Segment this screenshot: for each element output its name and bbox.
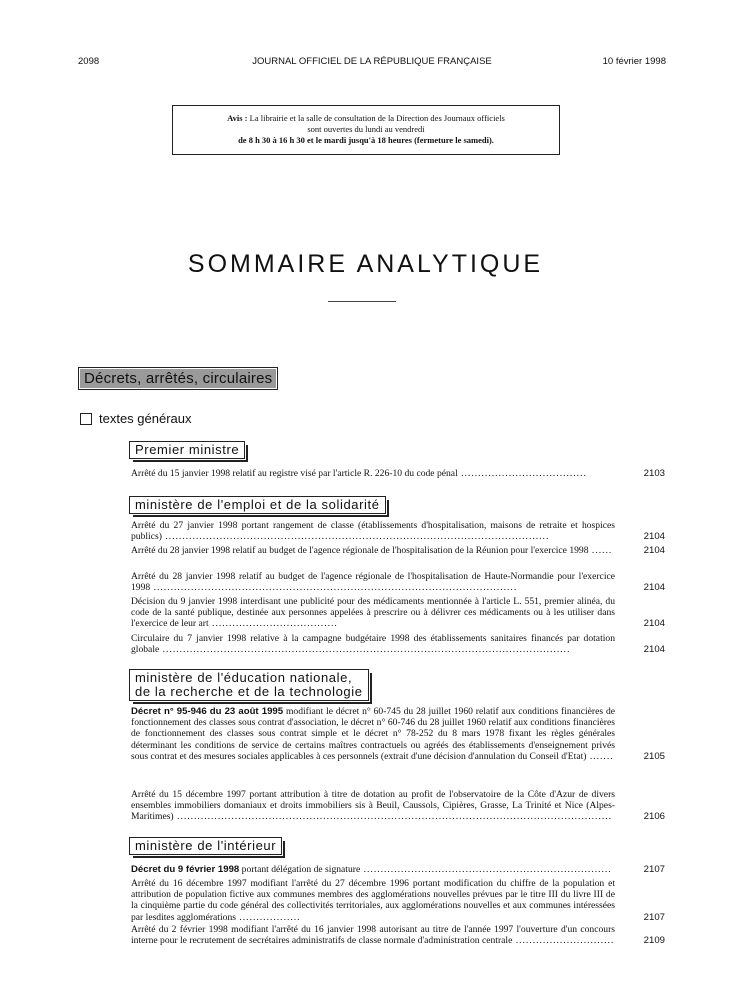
ministry-heading-interieur: [129, 837, 282, 855]
journal-title: JOURNAL OFFICIEL DE LA RÉPUBLIQUE FRANÇAISE: [252, 56, 492, 67]
ministry-name-line: de la recherche et de la technologie: [135, 684, 363, 699]
list-item: Arrêté du 15 décembre 1997 portant attribution à titre de dotation au profit de l'observatoire de la Côte d'Azur de divers ensembles immobiliers domaniaux et droits immobiliers sis à Beuil, Caussols, Cipières, Grasse, La Trinité et Nice (Alpes-Maritimes) ................................................................................................................................ 2106: [131, 789, 665, 823]
entry-text: Arrêté du 28 janvier 1998 relatif au budget de l'agence régionale de l'hospitalisation de la Réunion pour l'exercice 1998: [131, 545, 589, 556]
list-item: Décision du 9 janvier 1998 interdisant une publicité pour des médicaments mentionnée à l'article L. 551, premier alinéa, du code de la santé publique, destinée aux personnes appelées à prescrire ou à délivrer ces médicaments ou à les utiliser dans l'exercice de leur art ..................................... 2104: [131, 596, 665, 630]
ministry-name-line: ministère de l'éducation nationale,: [135, 670, 353, 685]
entry-text: portant délégation de signature: [239, 864, 361, 875]
entry-text: modifiant le décret n° 60-745 du 28 juillet 1960 relatif aux conditions financières de fonctionnement des classes sous contrat d'association, le décret n° 60-746 du 28 juillet 1960 relatif aux conditions financières de fonctionnement des classes sous contrat simple et le décret n° 78-252 du 8 mars 1978 fixant les règles générales déterminant les conditions de service de certains maîtres contractuels ou agréés des établissements d'enseignement privés sous contrat et des mesures sociales applicables à ces personnels (extrait d'une décision d'annulation du Conseil d'Etat): [131, 706, 615, 762]
list-item: Arrêté du 2 février 1998 modifiant l'arrêté du 16 janvier 1998 autorisant au titre de l'année 1997 l'ouverture d'un concours interne pour le recrutement de secrétaires administratifs de classe normale d'administration centrale ............................. 2109: [131, 924, 665, 947]
list-item: Circulaire du 7 janvier 1998 relative à la campagne budgétaire 1998 des établissements sanitaires financés par dotation globale ........................................................................................................................ 2104: [131, 633, 665, 656]
ministry-heading-education-nationale: [129, 669, 369, 701]
entry-page: 2107: [643, 864, 665, 875]
notice-box: [172, 105, 560, 155]
entry-page: 2104: [643, 618, 665, 630]
list-item: Arrêté du 16 décembre 1997 modifiant l'arrêté du 27 décembre 1996 portant modification du chiffre de la population et attribution de population fictive aux communes membres des agglomérations nouvelles prévues par le titre III du livre III de la cinquième partie du code général des collectivités territoriales, aux agglomérations nouvelles et aux communes intéressées par lesdites agglomérations .................. 2107: [131, 878, 665, 923]
notice-label: Avis :: [227, 113, 248, 123]
section-heading-label: Décrets, arrêtés, circulaires: [80, 369, 276, 388]
square-bullet-icon: [80, 413, 92, 425]
list-item: Arrêté du 27 janvier 1998 portant rangement de classe (établissements d'hospitalisation, maisons de retraite et hospices publics) ................................................................................................................. 2104: [131, 520, 665, 543]
entry-page: 2109: [643, 935, 665, 947]
entry-lead: Décret n° 95-946 du 23 août 1995: [131, 706, 284, 717]
entry-text: Arrêté du 28 janvier 1998 relatif au budget de l'agence régionale de l'hospitalisation de Haute-Normandie pour l'exercice 1998: [131, 571, 615, 594]
list-item: Arrêté du 15 janvier 1998 relatif au registre visé par l'article R. 226-10 du code pénal ..................................... 2103: [131, 468, 665, 479]
entry-page: 2105: [643, 750, 665, 762]
entry-text: Arrêté du 27 janvier 1998 portant rangement de classe (établissements d'hospitalisation, maisons de retraite et hospices publics): [131, 520, 615, 543]
entry-page: 2104: [643, 531, 665, 543]
entry-text: Arrêté du 15 janvier 1998 relatif au registre visé par l'article R. 226-10 du code pénal: [131, 468, 458, 479]
ministry-name-line: ministère de l'intérieur: [135, 838, 277, 853]
subsection-label: textes généraux: [99, 411, 192, 426]
subsection-heading: [80, 411, 192, 426]
ministry-heading-emploi-solidarite: [129, 496, 386, 514]
notice-line-3: de 8 h 30 à 16 h 30 et le mardi jusqu'à 18 heures (fermeture le samedi).: [238, 135, 494, 145]
ministry-name-line: ministère de l'emploi et de la solidarité: [135, 497, 380, 512]
entry-text: Décision du 9 janvier 1998 interdisant une publicité pour des médicaments mentionnée à l'article L. 551, premier alinéa, du code de la santé publique, destinée aux personnes appelées à prescrire ou à délivrer ces médicaments ou à les utiliser dans l'exercice de leur art: [131, 596, 615, 630]
entry-text: Arrêté du 15 décembre 1997 portant attribution à titre de dotation au profit de l'observatoire de la Côte d'Azur de divers ensembles immobiliers domaniaux et droits immobiliers sis à Beuil, Caussols, Cipières, Grasse, La Trinité et Nice (Alpes-Maritimes): [131, 789, 615, 823]
entry-text: Circulaire du 7 janvier 1998 relative à la campagne budgétaire 1998 des établissements sanitaires financés par dotation globale: [131, 633, 615, 656]
section-heading: [78, 367, 278, 390]
entry-text: Arrêté du 16 décembre 1997 modifiant l'arrêté du 27 décembre 1996 portant modification du chiffre de la population et attribution de population fictive aux communes membres des agglomérations nouvelles prévues par le titre III du livre III de la cinquième partie du code général des collectivités territoriales, aux agglomérations nouvelles et aux communes intéressées par lesdites agglomérations: [131, 878, 615, 923]
entry-page: 2104: [643, 582, 665, 594]
list-item: Décret n° 95-946 du 23 août 1995 modifiant le décret n° 60-745 du 28 juillet 1960 relatif aux conditions financières de fonctionnement des classes sous contrat d'association, le décret n° 60-746 du 28 juillet 1960 relatif aux conditions financières de fonctionnement des classes sous contrat simple et le décret n° 78-252 du 8 mars 1978 fixant les règles générales déterminant les conditions de service de certains maîtres contractuels ou agréés des établissements d'enseignement privés sous contrat et des mesures sociales applicables à ces personnels (extrait d'une décision d'annulation du Conseil d'Etat) ....... 2105: [131, 706, 665, 762]
entry-lead: Décret du 9 février 1998: [131, 864, 240, 875]
notice-line-1: La librairie et la salle de consultation de la Direction des Journaux officiels: [249, 113, 505, 123]
entry-page: 2107: [643, 911, 665, 923]
issue-date: 10 février 1998: [602, 56, 666, 67]
list-item: Arrêté du 28 janvier 1998 relatif au budget de l'agence régionale de l'hospitalisation de Haute-Normandie pour l'exercice 1998 ........................................................................................................... 2104: [131, 571, 665, 594]
page-title: SOMMAIRE ANALYTIQUE: [187, 250, 544, 278]
page-number: 2098: [78, 56, 100, 67]
list-item: Décret du 9 février 1998 portant délégation de signature ......................................................................... 2107: [131, 864, 665, 875]
notice-line-2: sont ouvertes du lundi au vendredi: [307, 124, 425, 134]
entry-page: 2103: [643, 468, 665, 479]
ministry-heading-premier-ministre: [129, 441, 245, 459]
running-header: [78, 56, 666, 70]
ministry-name-line: Premier ministre: [135, 442, 240, 457]
list-item: Arrêté du 28 janvier 1998 relatif au budget de l'agence régionale de l'hospitalisation de la Réunion pour l'exercice 1998 ...... 2104: [131, 545, 665, 556]
entry-text: Arrêté du 2 février 1998 modifiant l'arrêté du 16 janvier 1998 autorisant au titre de l'année 1997 l'ouverture d'un concours interne pour le recrutement de secrétaires administratifs de classe normale d'administration centrale: [131, 924, 615, 947]
entry-page: 2106: [643, 811, 665, 823]
entry-page: 2104: [643, 644, 665, 656]
entry-page: 2104: [643, 545, 665, 556]
title-divider: [328, 301, 396, 302]
